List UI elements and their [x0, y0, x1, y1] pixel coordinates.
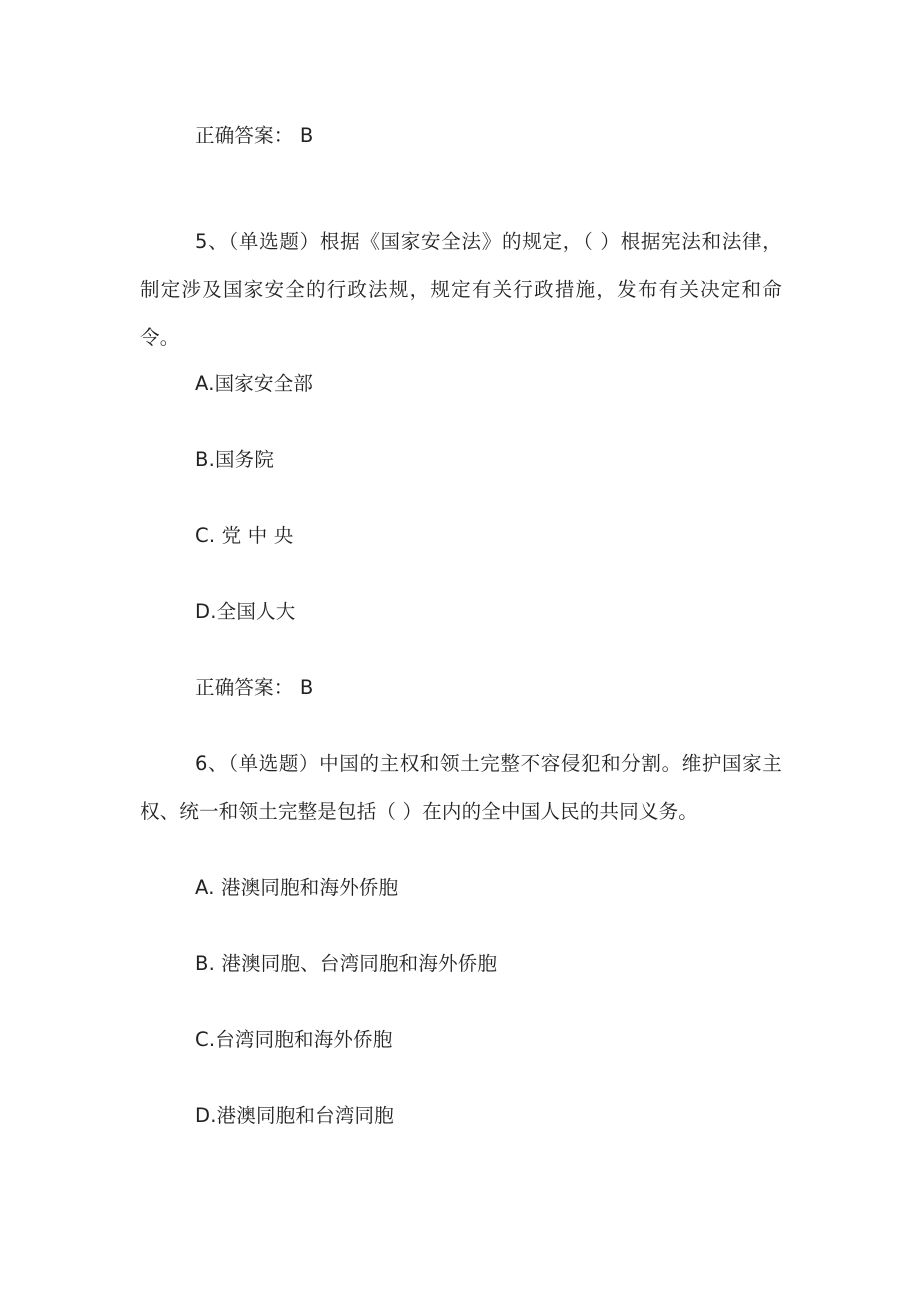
- q5-question: 5、（单选题）根据《国家安全法》的规定，（ ）根据宪法和法律，制定涉及国家安全的行政法规，规定有关行政措施，发布有关决定和命令。: [140, 230, 782, 349]
- q6-question: 6、（单选题）中国的主权和领土完整不容侵犯和分割。维护国家主权、统一和领土完整是包括（ ）在内的全中国人民的共同义务。: [140, 752, 782, 823]
- q5-option-b: B.国务院: [195, 448, 275, 471]
- q6-option-b: B. 港澳同胞、台湾同胞和海外侨胞: [195, 952, 498, 975]
- q5-option-c: C. 党 中 央: [195, 524, 294, 547]
- q6-option-c: C.台湾同胞和海外侨胞: [195, 1028, 393, 1051]
- q6-option-a: A. 港澳同胞和海外侨胞: [195, 876, 399, 899]
- q5-option-d: D.全国人大: [195, 600, 296, 623]
- q6-option-d: D.港澳同胞和台湾同胞: [195, 1104, 394, 1127]
- q5-option-a: A.国家安全部: [195, 372, 314, 395]
- q5-answer: 正确答案： B: [195, 676, 314, 699]
- q4-answer: 正确答案： B: [195, 124, 314, 147]
